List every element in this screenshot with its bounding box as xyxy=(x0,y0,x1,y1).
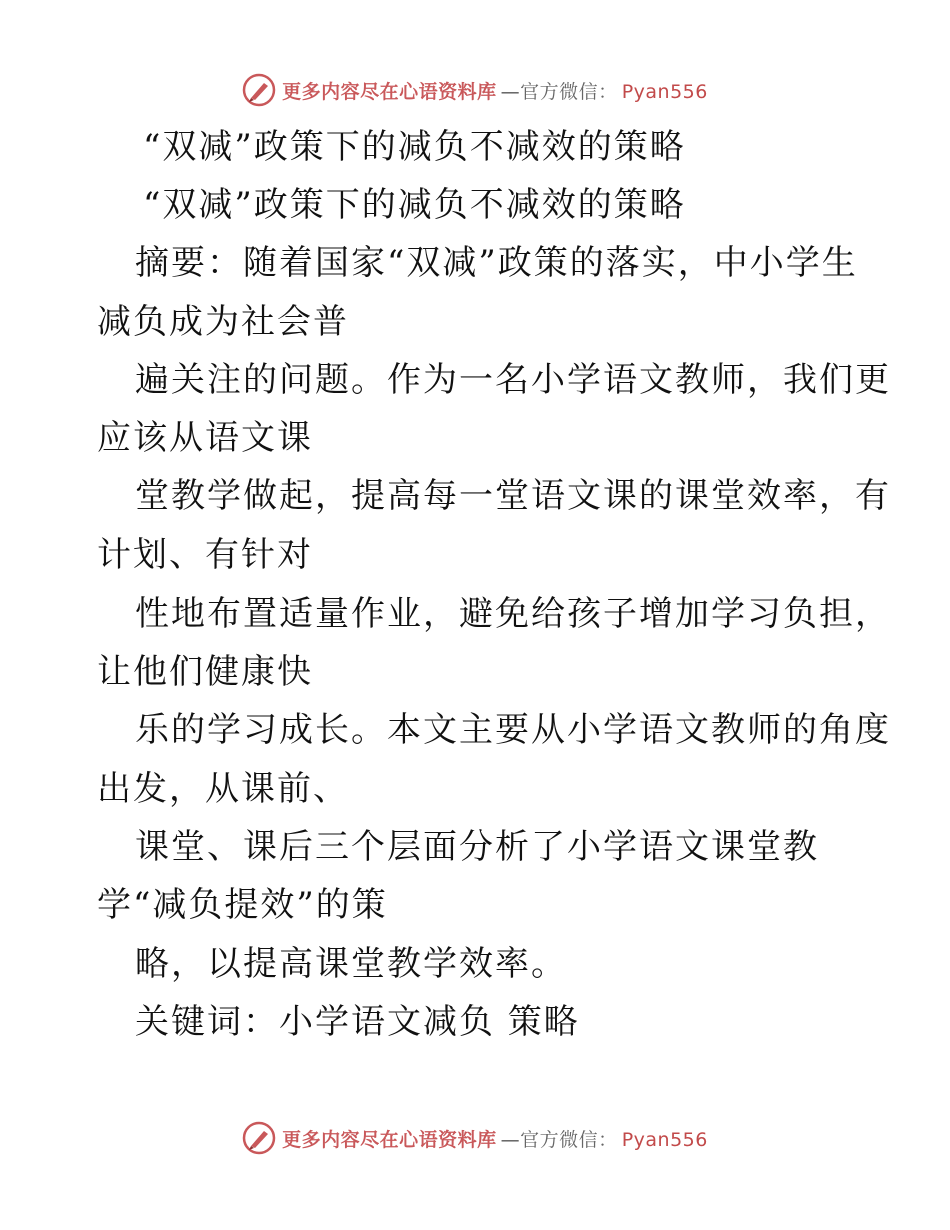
document-title: “双减”政策下的减负不减效的策略 xyxy=(143,127,686,167)
paragraph-line: 应该从语文课 xyxy=(97,418,313,458)
keywords-line: 关键词：小学语文减负 策略 xyxy=(135,1002,580,1042)
watermark-main-text: 更多内容尽在心语资料库 xyxy=(282,1128,497,1151)
footer-watermark-banner xyxy=(0,1118,950,1158)
watermark-wechat-id: Pyan556 xyxy=(621,1128,708,1151)
paragraph-line: 减负成为社会普 xyxy=(97,302,349,342)
paragraph-line: 学“减负提效”的策 xyxy=(97,885,388,925)
paragraph-line: 让他们健康快 xyxy=(97,652,313,692)
paragraph-line: 乐的学习成长。本文主要从小学语文教师的角度 xyxy=(135,710,891,750)
watermark-wechat-label: 官方微信： xyxy=(520,80,618,103)
paragraph-line: 出发，从课前、 xyxy=(97,769,349,809)
watermark-separator: — xyxy=(500,80,521,103)
paragraph-line: 课堂、课后三个层面分析了小学语文课堂教 xyxy=(135,827,819,867)
watermark-text xyxy=(282,1125,708,1152)
paragraph-line: 遍关注的问题。作为一名小学语文教师，我们更 xyxy=(135,360,891,400)
paragraph-line: 堂教学做起，提高每一堂语文课的课堂效率，有 xyxy=(135,476,891,516)
watermark-main-text: 更多内容尽在心语资料库 xyxy=(282,80,497,103)
paragraph-line: 计划、有针对 xyxy=(97,535,313,575)
paragraph-line: 略，以提高课堂教学效率。 xyxy=(135,944,567,984)
pen-logo-icon xyxy=(242,1121,276,1155)
document-title-repeat: “双减”政策下的减负不减效的策略 xyxy=(143,185,686,225)
watermark-wechat-id: Pyan556 xyxy=(621,80,708,103)
watermark-wechat-label: 官方微信： xyxy=(520,1128,618,1151)
paragraph-line: 摘要：随着国家“双减”政策的落实，中小学生 xyxy=(135,243,858,283)
watermark-separator: — xyxy=(500,1128,521,1151)
paragraph-line: 性地布置适量作业，避免给孩子增加学习负担， xyxy=(135,594,891,634)
